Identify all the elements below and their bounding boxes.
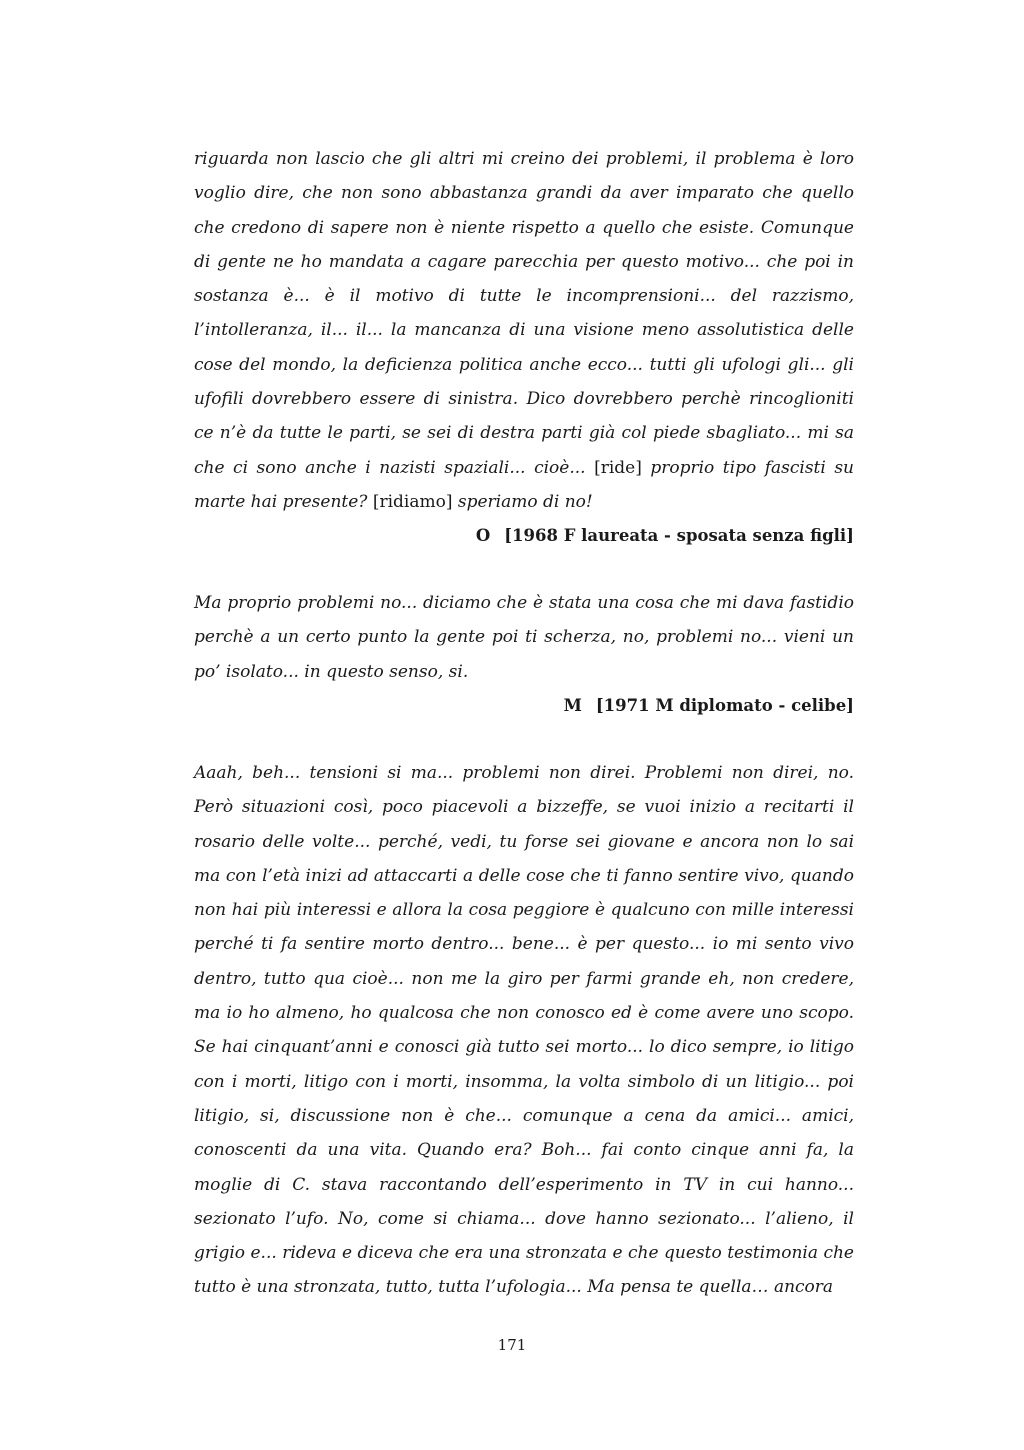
speaker-attribution (194, 519, 854, 553)
quote-segment: speriamo di no! (452, 491, 593, 512)
quote-text (194, 142, 854, 519)
interview-excerpt-1 (194, 142, 854, 553)
speaker-info: [1968 F laureata - sposata senza figli] (504, 526, 854, 546)
stage-direction: [ride] (594, 457, 642, 478)
speaker-attribution (194, 689, 854, 723)
speaker-code: O (475, 526, 491, 546)
speaker-info: [1971 M diplomato - celibe] (595, 695, 854, 715)
quote-text (194, 586, 854, 689)
quote-segment: proprio tipo fascisti su marte hai presente? (194, 457, 854, 512)
interview-excerpt-2 (194, 586, 854, 723)
quote-text (194, 756, 854, 1305)
quote-segment: Aaah, beh... tensioni si ma... problemi non direi. Problemi non direi, no. Però situazioni così, poco piacevoli a bizzeffe, se vuoi inizio a recitarti il rosario delle volte... perché, vedi, tu forse sei giovane e ancora non lo sai ma con l’età inizi ad attaccarti a delle cose che ti fanno sentire vivo, quando non hai più interessi e allora la cosa peggiore è qualcuno con mille interessi perché ti fa sentire morto dentro... bene... è per questo... io mi sento vivo dentro, tutto qua cioè... non me la giro per farmi grande eh, non credere, ma io ho almeno, ho qualcosa che non conosco ed è come avere uno scopo. Se hai cinquant’anni e conosci già tutto sei morto... lo dico sempre, io litigo con i morti, litigo con i morti, insomma, la volta simbolo di un litigio... poi litigio, si, discussione non è che... comunque a cena da amici... amici, conoscenti da una vita. Quando era? Boh... fai conto cinque anni fa, la moglie di C. stava raccontando dell’esperimento in TV in cui hanno... sezionato l’ufo. No, come si chiama... dove hanno sezionato... l’alieno, il grigio e... rideva e diceva che era una stronzata e che questo testimonia che tutto è una stronzata, tutto, tutta l’ufologia... Ma pensa te quella… ancora (194, 763, 854, 1298)
stage-direction: [ridiamo] (372, 491, 453, 512)
quote-segment: Ma proprio problemi no... diciamo che è stata una cosa che mi dava fastidio perchè a un certo punto la gente poi ti scherza, no, problemi no... vieni un po’ isolato... in questo senso, si. (194, 593, 854, 682)
speaker-code: M (563, 695, 582, 715)
quote-segment: riguarda non lascio che gli altri mi creino dei problemi, il problema è loro voglio dire, che non sono abbastanza grandi da aver imparato che quello che credono di sapere non è niente rispetto a quello che esiste. Comunque di gente ne ho mandata a cagare parecchia per questo motivo... che poi in sostanza è... è il motivo di tutte le incomprensioni... del razzismo, l’intolleranza, il... il... la mancanza di una visione meno assolutistica delle cose del mondo, la deficienza politica anche ecco... tutti gli ufologi gli... gli ufofili dovrebbero essere di sinistra. Dico dovrebbero perchè rincoglioniti ce n’è da tutte le parti, se sei di destra parti già col piede sbagliato... mi sa che ci sono anche i nazisti spaziali... cioè... (194, 149, 854, 478)
page-number: 171 (497, 1336, 527, 1354)
interview-excerpt-3 (194, 756, 854, 1305)
